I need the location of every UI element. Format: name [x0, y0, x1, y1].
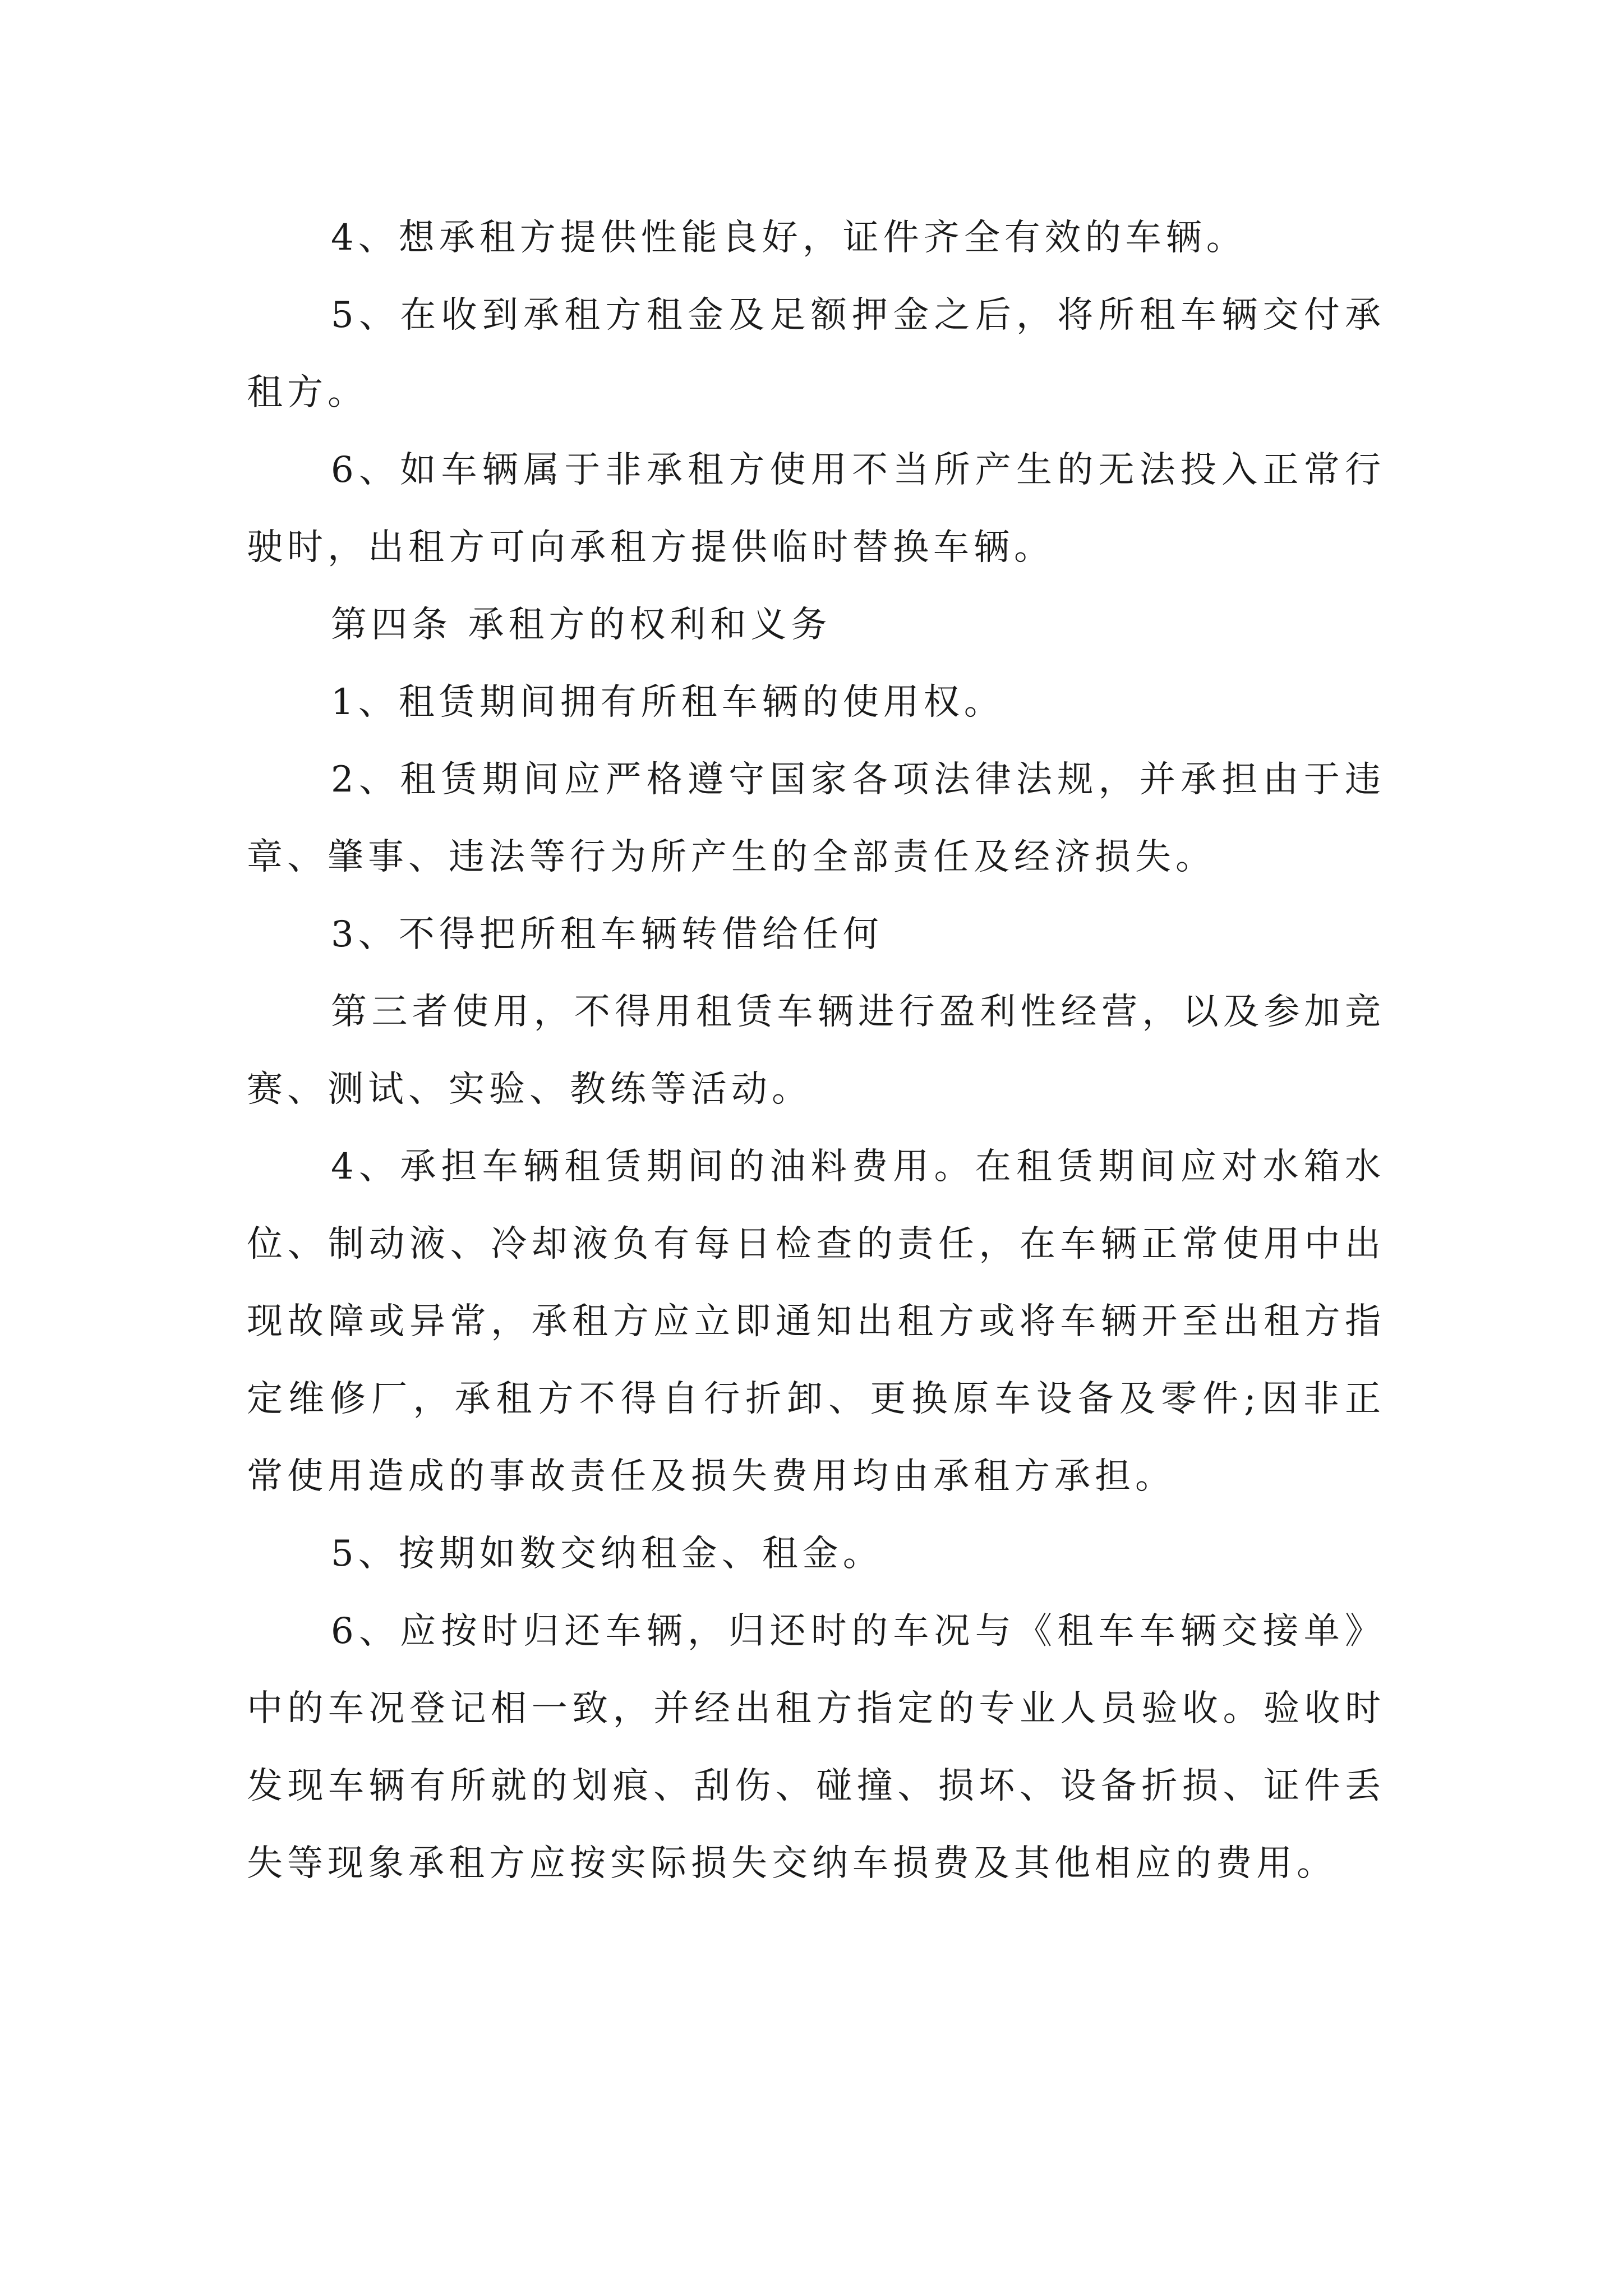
- paragraph-8: 第三者使用，不得用租赁车辆进行盈利性经营，以及参加竞赛、测试、实验、教练等活动。: [247, 991, 1385, 1110]
- paragraph-11: 6、应按时归还车辆，归还时的车况与《租车车辆交接单》中的车况登记相一致，并经出租方指定的专业人员验收。验收时发现车辆有所就的划痕、刮伤、碰撞、损坏、设备折损、证件丢失等现象承租方应按实际损失交纳车损费及其他相应的费用。: [247, 1611, 1385, 1884]
- section-heading-article-4: 第四条 承租方的权利和义务: [331, 604, 832, 646]
- paragraph-10: 5、按期如数交纳租金、租金。: [331, 1533, 883, 1575]
- paragraph-5: 1、租赁期间拥有所租车辆的使用权。: [331, 682, 1004, 723]
- paragraph-7: 3、不得把所租车辆转借给任何: [331, 914, 883, 955]
- paragraph-2: 5、在收到承租方租金及足额押金之后，将所租车辆交付承租方。: [247, 295, 1385, 413]
- paragraph-1: 4、想承租方提供性能良好，证件齐全有效的车辆。: [331, 217, 1247, 259]
- paragraph-6: 2、租赁期间应严格遵守国家各项法律法规，并承担由于违章、肇事、违法等行为所产生的全部责任及经济损失。: [247, 759, 1385, 878]
- document-body: [247, 199, 1385, 1902]
- paragraph-9: 4、承担车辆租赁期间的油料费用。在租赁期间应对水箱水位、制动液、冷却液负有每日检查的责任，在车辆正常使用中出现故障或异常，承租方应立即通知出租方或将车辆开至出租方指定维修厂，承租方不得自行折卸、更换原车设备及零件;因非正常使用造成的事故责任及损失费用均由承租方承担。: [247, 1146, 1385, 1497]
- paragraph-3: 6、如车辆属于非承租方使用不当所产生的无法投入正常行驶时，出租方可向承租方提供临时替换车辆。: [247, 449, 1385, 568]
